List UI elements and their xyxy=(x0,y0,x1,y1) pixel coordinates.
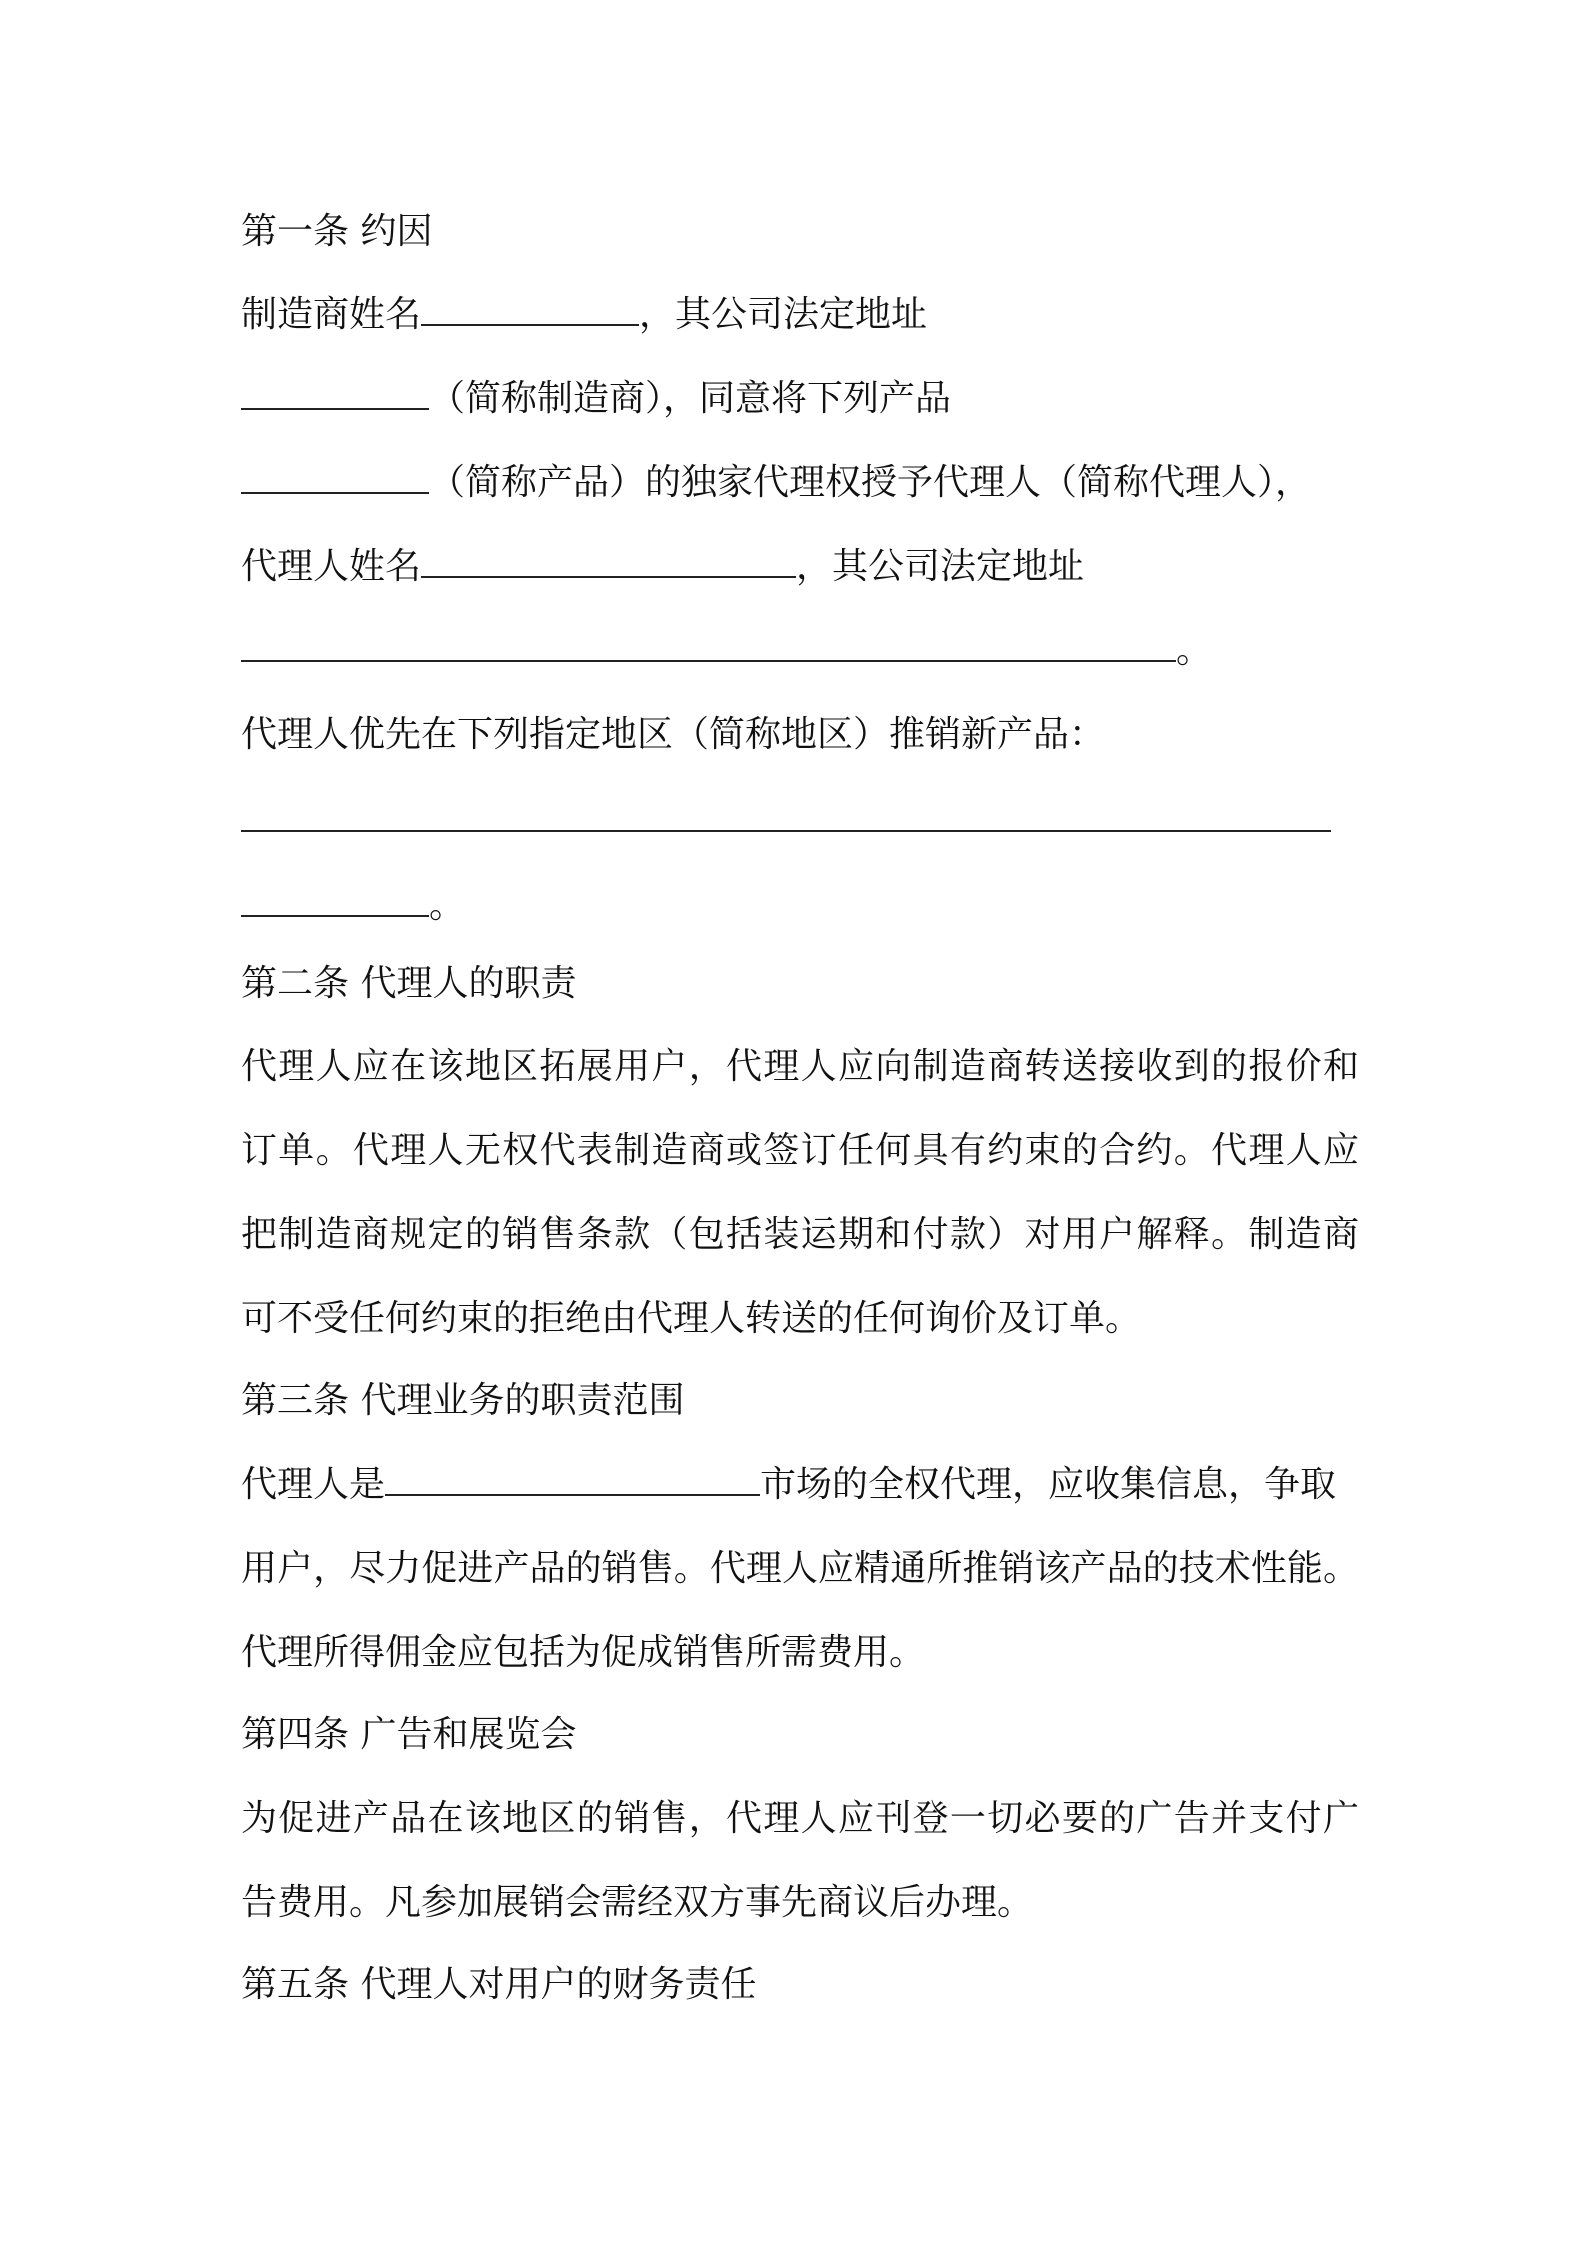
territory-blank-end[interactable] xyxy=(241,881,429,917)
article-5-heading: 第五条 代理人对用户的财务责任 xyxy=(241,1964,757,2005)
manufacturer-name-line: 制造商姓名 ，其公司法定地址 xyxy=(241,289,1359,341)
article-2-paragraph-line: 可不受任何约束的拒绝由代理人转送的任何询价及订单。 xyxy=(241,1298,1142,1339)
article-3-heading: 第三条 代理业务的职责范围 xyxy=(241,1380,685,1421)
article-2-paragraph-line: 把制造商规定的销售条款（包括装运期和付款）对用户解释。制造商 xyxy=(241,1214,1359,1255)
exclusive-grant-line: （简称产品）的独家代理权授予代理人（简称代理人）， xyxy=(241,457,1359,509)
manufacturer-name-blank[interactable] xyxy=(421,290,639,326)
agent-name-blank[interactable] xyxy=(421,542,796,578)
manufacturer-address-blank-cont[interactable] xyxy=(241,374,429,410)
territory-line: 代理人优先在下列指定地区（简称地区）推销新产品： xyxy=(241,714,1106,755)
product-line: （简称制造商），同意将下列产品 xyxy=(241,373,1359,425)
market-line: 代理人是 市场的全权代理，应收集信息，争取 xyxy=(241,1459,1359,1511)
market-blank[interactable] xyxy=(385,1460,760,1496)
article-3-paragraph-line: 用户，尽力促进产品的销售。代理人应精通所推销该产品的技术性能。 xyxy=(241,1548,1359,1589)
article-1-heading: 第一条 约因 xyxy=(241,211,433,252)
territory-end-line: 。 xyxy=(241,880,1359,932)
article-3-paragraph-line: 代理所得佣金应包括为促成销售所需费用。 xyxy=(241,1632,926,1673)
article-4-heading: 第四条 广告和展览会 xyxy=(241,1714,577,1755)
article-4-paragraph-line: 为促进产品在该地区的销售，代理人应刊登一切必要的广告并支付广 xyxy=(241,1798,1359,1839)
article-4-paragraph-line: 告费用。凡参加展销会需经双方事先商议后办理。 xyxy=(241,1882,1034,1923)
product-blank-cont[interactable] xyxy=(241,458,429,494)
agent-address-cont-line: 。 xyxy=(241,625,1359,677)
article-2-heading: 第二条 代理人的职责 xyxy=(241,963,577,1004)
article-2-paragraph-line: 订单。代理人无权代表制造商或签订任何具有约束的合约。代理人应 xyxy=(241,1130,1359,1171)
article-2-paragraph-line: 代理人应在该地区拓展用户，代理人应向制造商转送接收到的报价和 xyxy=(241,1046,1359,1087)
agent-address-blank-cont[interactable] xyxy=(241,626,1176,662)
agent-name-line: 代理人姓名 ，其公司法定地址 xyxy=(241,541,1359,593)
territory-blank-cont[interactable] xyxy=(241,796,1331,832)
territory-cont-line xyxy=(241,796,1359,832)
